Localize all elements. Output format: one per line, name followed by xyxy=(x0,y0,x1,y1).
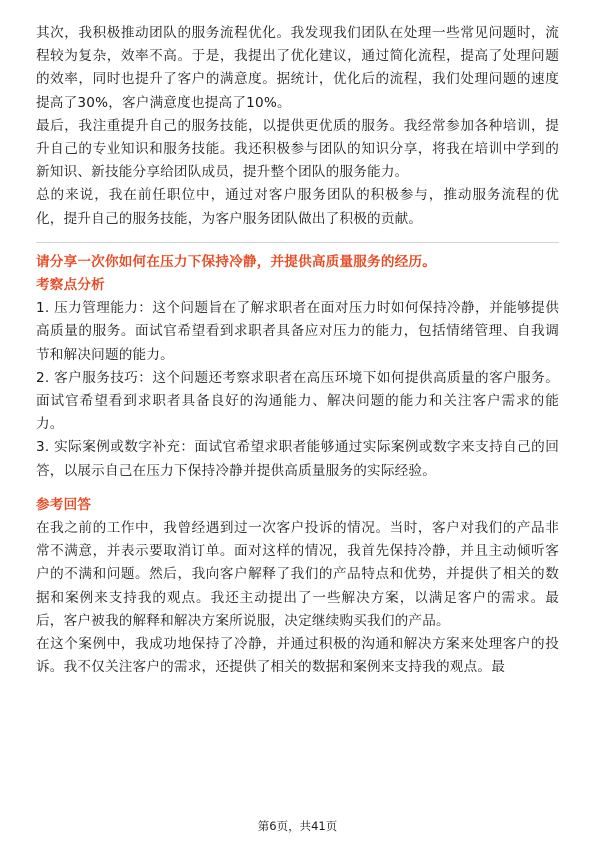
body-paragraph: 最后，我注重提升自己的服务技能，以提供更优质的服务。我经常参加各种培训，提升自己的专业知识和服务技能。我还积极参与团队的知识分享，将我在培训中学到的新知识、新技能分享给团队成员，提升整个团队的服务能力。 xyxy=(36,117,559,181)
document-page xyxy=(36,22,559,679)
section-divider xyxy=(36,242,559,243)
analysis-point: 2. 客户服务技巧：这个问题还考察求职者在高压环境下如何提供高质量的客户服务。面试官希望看到求职者具备良好的沟通能力、解决问题的能力和关注客户需求的能力。 xyxy=(36,369,559,433)
reference-answer-paragraph: 在我之前的工作中，我曾经遇到过一次客户投诉的情况。当时，客户对我们的产品非常不满意，并表示要取消订单。面对这样的情况，我首先保持冷静，并且主动倾听客户的不满和问题。然后，我向客户解释了我们的产品特点和优势，并提供了相关的数据和案例来支持我的观点。我还主动提出了一些解决方案，以满足客户的需求。最后，客户被我的解释和解决方案所说服，决定继续购买我们的产品。 xyxy=(36,520,559,629)
reference-answer-paragraph: 在这个案例中，我成功地保持了冷静，并通过积极的沟通和解决方案来处理客户的投诉。我不仅关注客户的需求，还提供了相关的数据和案例来支持我的观点。最 xyxy=(36,636,559,676)
interview-question: 请分享一次你如何在压力下保持冷静，并提供高质量服务的经历。 xyxy=(36,253,437,270)
body-paragraph: 其次，我积极推动团队的服务流程优化。我发现我们团队在处理一些常见问题时，流程较为复杂，效率不高。于是，我提出了优化建议，通过简化流程，提高了处理问题的效率，同时也提升了客户的满意度。据统计，优化后的流程，我们处理问题的速度提高了30%，客户满意度也提高了10%。 xyxy=(36,25,559,111)
analysis-point: 1. 压力管理能力：这个问题旨在了解求职者在面对压力时如何保持冷静，并能够提供高质量的服务。面试官希望看到求职者具备应对压力的能力，包括情绪管理、自我调节和解决问题的能力。 xyxy=(36,300,559,363)
reference-answer-heading: 参考回答 xyxy=(36,496,92,513)
analysis-heading: 考察点分析 xyxy=(36,277,105,294)
section-spacer xyxy=(36,483,559,494)
body-paragraph: 总的来说，我在前任职位中，通过对客户服务团队的积极参与，推动服务流程的优化，提升自己的服务技能，为客户服务团队做出了积极的贡献。 xyxy=(36,187,559,227)
analysis-point: 3. 实际案例或数字补充：面试官希望求职者能够通过实际案例或数字来支持自己的回答，以展示自己在压力下保持冷静并提供高质量服务的实际经验。 xyxy=(36,439,559,479)
page-number-footer: 第6页，共41页 xyxy=(257,819,338,833)
